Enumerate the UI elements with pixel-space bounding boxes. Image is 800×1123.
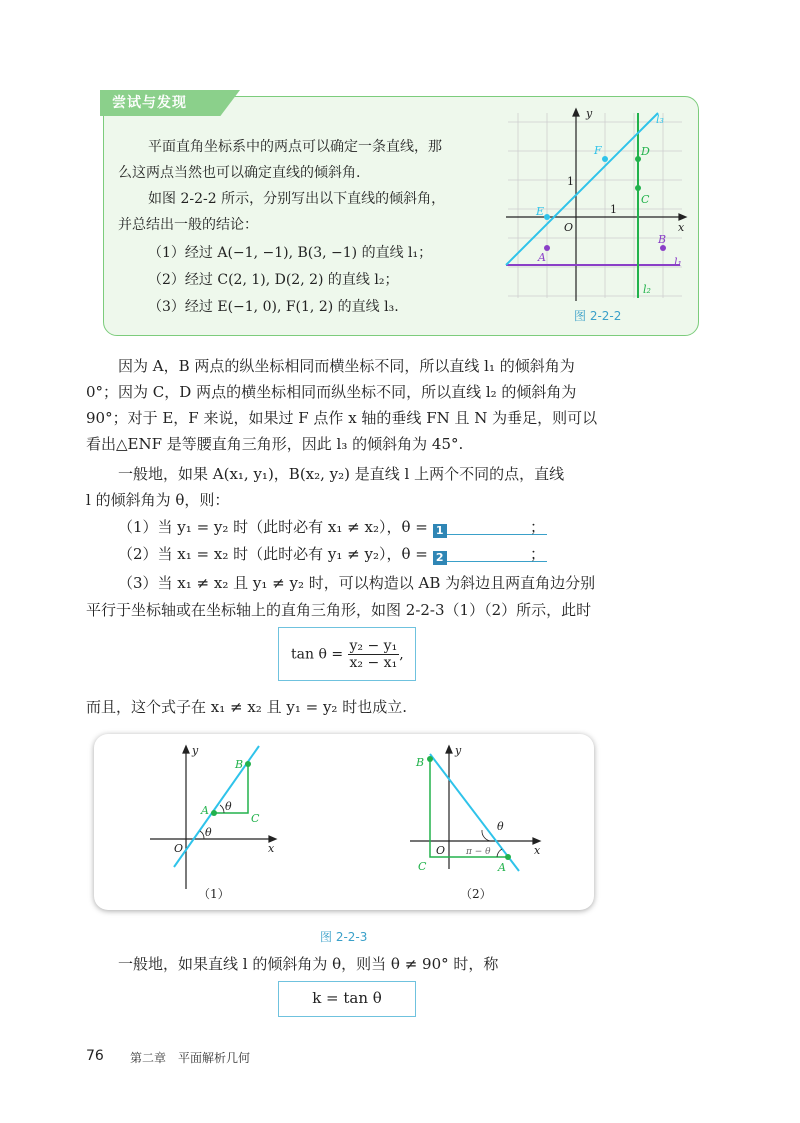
figure-2-2-3 bbox=[94, 734, 594, 910]
tan-formula-tail: , bbox=[399, 646, 404, 663]
label-l3: l₃ bbox=[656, 113, 664, 126]
case3-line1: （3）当 x₁ ≠ x₂ 且 y₁ ≠ y₂ 时，可以构造以 AB 为斜边且两直角边分别 bbox=[118, 574, 596, 592]
label-c: C bbox=[641, 193, 650, 206]
tan-formula-lhs: tan θ = bbox=[291, 646, 344, 663]
grid bbox=[508, 113, 682, 298]
fig1-label-c: C bbox=[251, 812, 260, 825]
label-f: F bbox=[594, 144, 602, 157]
explore-line-7: （3）经过 E(−1, 0), F(1, 2) 的直线 l₃. bbox=[148, 299, 399, 315]
chapter-title: 第二章 平面解析几何 bbox=[130, 1051, 251, 1065]
fig1-label-theta-bottom: θ bbox=[205, 826, 212, 839]
case1-semicolon: ； bbox=[530, 518, 546, 536]
figure-2-2-2-caption: 图 2-2-2 bbox=[574, 309, 622, 323]
tan-formula-fraction bbox=[348, 638, 400, 671]
fig2-label-x: x bbox=[534, 844, 541, 857]
point-c bbox=[635, 185, 641, 191]
label-l2: l₂ bbox=[643, 283, 651, 296]
point-e bbox=[544, 214, 550, 220]
para1-line3: 90°；对于 E，F 来说，如果过 F 点作 x 轴的垂线 FN 且 N 为垂足，则可以 bbox=[86, 409, 598, 427]
fig1-label-x: x bbox=[268, 842, 275, 855]
explore-title: 尝试与发现 bbox=[112, 95, 187, 111]
explore-line-3: 如图 2-2-2 所示，分别写出以下直线的倾斜角， bbox=[148, 191, 446, 207]
label-one-y: 1 bbox=[567, 175, 574, 188]
fig1-label-theta-top: θ bbox=[225, 800, 232, 813]
k-formula: k = tan θ bbox=[312, 989, 382, 1007]
explore-line-4: 并总结出一般的结论： bbox=[118, 217, 258, 233]
label-one-x: 1 bbox=[610, 203, 617, 216]
case2-text: （2）当 x₁ = x₂ 时（此时必有 y₁ ≠ y₂），θ = bbox=[118, 545, 428, 563]
figure-2-2-3-caption: 图 2-2-3 bbox=[320, 930, 368, 944]
label-y: y bbox=[586, 107, 593, 120]
explore-line-6: （2）经过 C(2, 1), D(2, 2) 的直线 l₂； bbox=[148, 272, 399, 288]
case2-semicolon: ； bbox=[530, 545, 546, 563]
tan-formula-box bbox=[278, 627, 416, 681]
label-a: A bbox=[538, 251, 546, 264]
tan-formula-denominator: x₂ − x₁ bbox=[349, 655, 398, 671]
label-d: D bbox=[641, 145, 650, 158]
para1-line2: 0°；因为 C，D 两点的横坐标相同而纵坐标不同，所以直线 l₂ 的倾斜角为 bbox=[86, 383, 577, 401]
blank-1-number: 1 bbox=[433, 524, 447, 538]
fig2-label-pi-theta: π − θ bbox=[466, 847, 491, 857]
para1-line1: 因为 A，B 两点的纵坐标相同而横坐标不同，所以直线 l₁ 的倾斜角为 bbox=[118, 357, 575, 375]
fig2-label-theta: θ bbox=[497, 820, 504, 833]
subfigure-1 bbox=[150, 744, 276, 889]
fig2-label-o: O bbox=[436, 844, 446, 857]
case2-line bbox=[118, 543, 547, 565]
subfigure-2-caption: （2） bbox=[460, 887, 492, 901]
explore-line-2: 么这两点当然也可以确定直线的倾斜角. bbox=[118, 165, 361, 181]
subfigure-1-caption: （1） bbox=[198, 887, 230, 901]
figure-2-2-2 bbox=[500, 103, 690, 303]
case1-text: （1）当 y₁ = y₂ 时（此时必有 x₁ ≠ x₂），θ = bbox=[118, 518, 428, 536]
axes bbox=[506, 109, 686, 301]
blank-2-number: 2 bbox=[433, 551, 447, 565]
fig1-label-a: A bbox=[201, 804, 209, 817]
para2-line2: l 的倾斜角为 θ，则： bbox=[86, 491, 230, 509]
fig2-label-a: A bbox=[498, 861, 506, 874]
explore-line-1: 平面直角坐标系中的两点可以确定一条直线，那 bbox=[148, 139, 442, 155]
fig1-label-b: B bbox=[235, 758, 244, 771]
case3-line2: 平行于坐标轴或在坐标轴上的直角三角形，如图 2-2-3（1）（2）所示，此时 bbox=[86, 601, 592, 619]
tan-formula-numerator: y₂ − y₁ bbox=[349, 638, 398, 654]
case1-line bbox=[118, 516, 547, 538]
para4: 一般地，如果直线 l 的倾斜角为 θ，则当 θ ≠ 90° 时，称 bbox=[118, 955, 499, 973]
page-number: 76 bbox=[86, 1048, 104, 1064]
label-o: O bbox=[564, 221, 574, 234]
fig2-label-b: B bbox=[416, 756, 425, 769]
label-x: x bbox=[678, 221, 685, 234]
explore-line-5: （1）经过 A(−1, −1), B(3, −1) 的直线 l₁； bbox=[148, 245, 433, 261]
label-b: B bbox=[658, 233, 667, 246]
fig1-label-o: O bbox=[174, 842, 184, 855]
k-formula-box bbox=[278, 981, 416, 1017]
subfigure-2 bbox=[410, 744, 541, 874]
label-e: E bbox=[536, 205, 545, 218]
point-f bbox=[602, 156, 608, 162]
para3: 而且，这个式子在 x₁ ≠ x₂ 且 y₁ = y₂ 时也成立. bbox=[86, 698, 407, 716]
para2-line1: 一般地，如果 A(x₁, y₁)，B(x₂, y₂) 是直线 l 上两个不同的点，直线 bbox=[118, 465, 565, 483]
fig1-label-y: y bbox=[192, 744, 199, 757]
fig2-label-c: C bbox=[418, 860, 427, 873]
label-l1: l₁ bbox=[674, 256, 682, 269]
para1-line4: 看出△ENF 是等腰直角三角形，因此 l₃ 的倾斜角为 45°. bbox=[86, 435, 464, 453]
fig2-label-y: y bbox=[455, 744, 462, 757]
